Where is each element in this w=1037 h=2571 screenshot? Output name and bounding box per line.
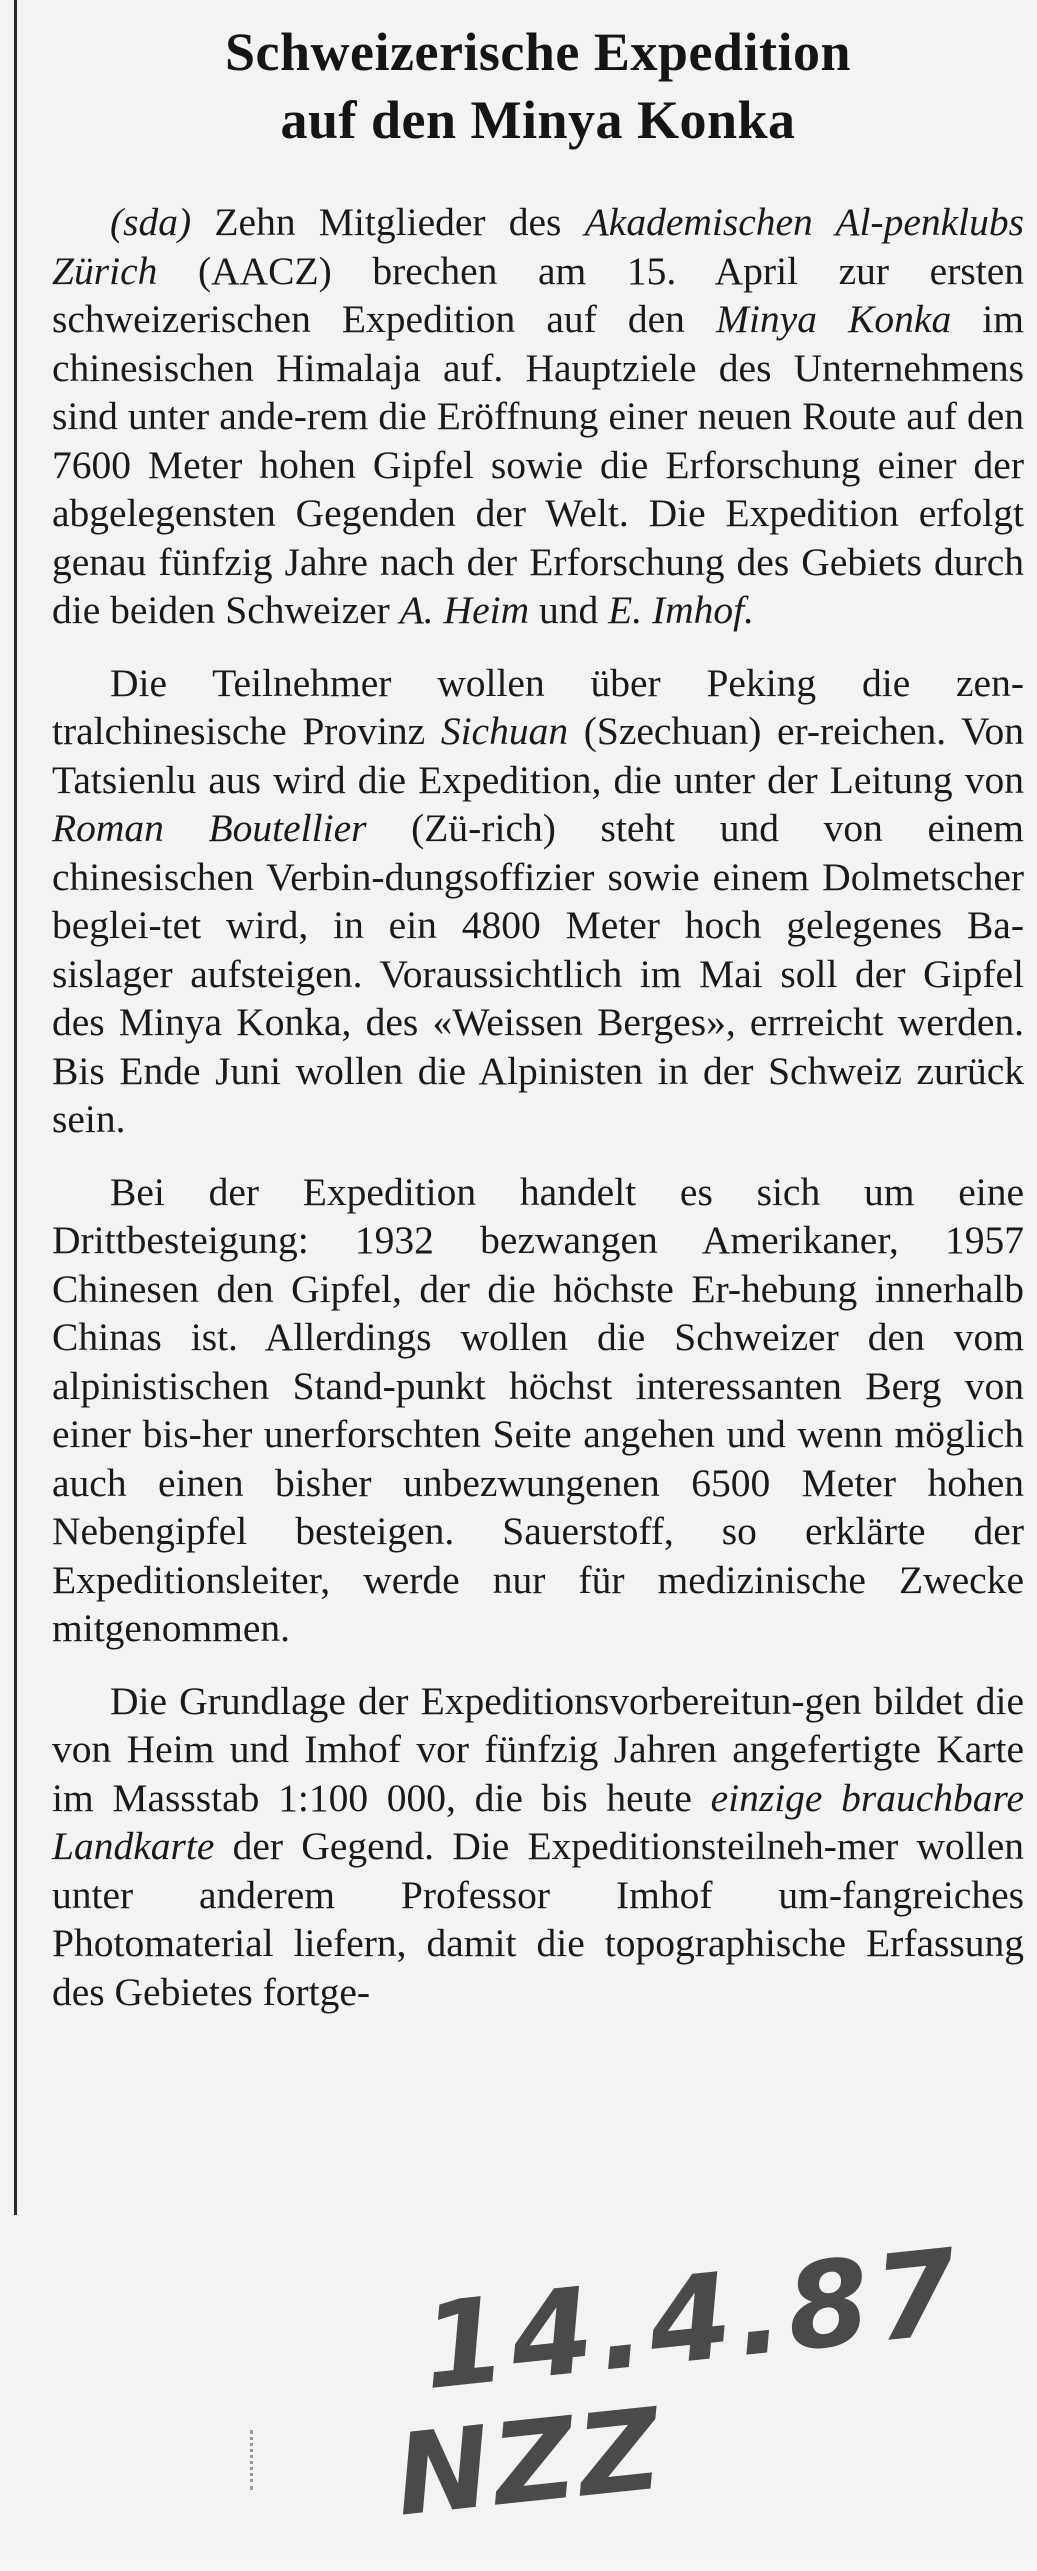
text-segment: Minya Konka — [716, 297, 952, 341]
text-segment: Roman Boutellier — [52, 806, 367, 850]
handwritten-source: NZZ — [389, 2384, 671, 2542]
text-segment: Akademischen Al-penklubs Zürich — [52, 200, 1024, 293]
headline-line-1: Schweizerische Expedition — [225, 22, 851, 82]
text-segment: E. Imhof. — [608, 588, 755, 632]
text-segment: einzige brauchbare Landkarte — [52, 1775, 1024, 1868]
text-segment: A. Heim — [399, 588, 530, 632]
headline-line-2: auf den Minya Konka — [280, 90, 796, 150]
text-segment: Sichuan — [440, 709, 569, 753]
text-segment: (Szechuan) er-reichen. Von Tatsienlu aus wird die Expedition, die unter der Leitung von — [52, 709, 1024, 802]
text-segment: Die Grundlage der Expeditionsvorbereitun-gen bildet die von Heim und Imhof vor fünfzig Jahren angefertigte Karte im Massstab 1:100 000, die bis heute — [52, 1678, 1024, 1820]
scan-speck — [250, 2430, 263, 2490]
text-segment: der Gegend. Die Expeditionsteilneh-mer wollen unter anderem Professor Imhof um-fangreiches Photomaterial liefern, damit die topographische Erfassung des Gebietes fortge- — [52, 1824, 1024, 2014]
handwritten-annotation — [376, 2222, 970, 2571]
text-segment: Bei der Expedition handelt es sich um eine Drittbesteigung: 1932 bezwangen Amerikaner, 1957 Chinesen den Gipfel, der die höchste Er-hebung innerhalb Chinas ist. Allerdings wollen die Schweizer den vom alpinistischen Stand-punkt höchst interessanten Berg von einer bis-her unerforschten Seite angehen und wenn möglich auch einen bisher unbezwungenen 6500 Meter hohen Nebengipfel besteigen. Sauerstoff, so erklärte der Expeditionsleiter, werde nur für medizinische Zwecke mitgenommen. — [52, 1169, 1024, 1650]
column-rule — [14, 0, 17, 2215]
paragraph — [52, 198, 1024, 635]
text-segment: im chinesischen Himalaja auf. Hauptziele des Unternehmens sind unter ande-rem die Eröffnung einer neuen Route auf den 7600 Meter hohen Gipfel sowie die Erforschung einer der abgelegensten Gegenden der Welt. Die Expedition erfolgt genau fünfzig Jahre nach der Erforschung des Gebiets durch die beiden Schweizer — [52, 297, 1025, 632]
text-segment: (AACZ) brechen am 15. April zur ersten schweizerischen Expedition auf den — [52, 248, 1024, 341]
text-segment: Zehn Mitglieder des — [191, 200, 585, 244]
headline — [52, 18, 1024, 154]
text-segment: und — [529, 588, 609, 632]
text-segment: (Zü-rich) steht und von einem chinesischen Verbin-dungsoffizier sowie einem Dolmetscher beglei-tet wird, in ein 4800 Meter hoch gelegenes Ba-sislager aufsteigen. Voraussichtlich im Mai soll der Gipfel des Minya Konka, des «Weissen Berges», errreicht werden. Bis Ende Juni wollen die Alpinisten in der Schweiz zurück sein. — [52, 806, 1024, 1141]
article-body — [52, 198, 1024, 2016]
text-segment: (sda) — [110, 200, 192, 244]
paragraph — [52, 659, 1024, 1144]
paragraph — [52, 1677, 1024, 2017]
text-segment: Die Teilnehmer wollen über Peking die zen-tralchinesische Provinz — [52, 660, 1024, 753]
handwritten-date: 14.4.87 — [416, 2222, 970, 2417]
paragraph — [52, 1168, 1024, 1653]
article — [52, 18, 1024, 2016]
